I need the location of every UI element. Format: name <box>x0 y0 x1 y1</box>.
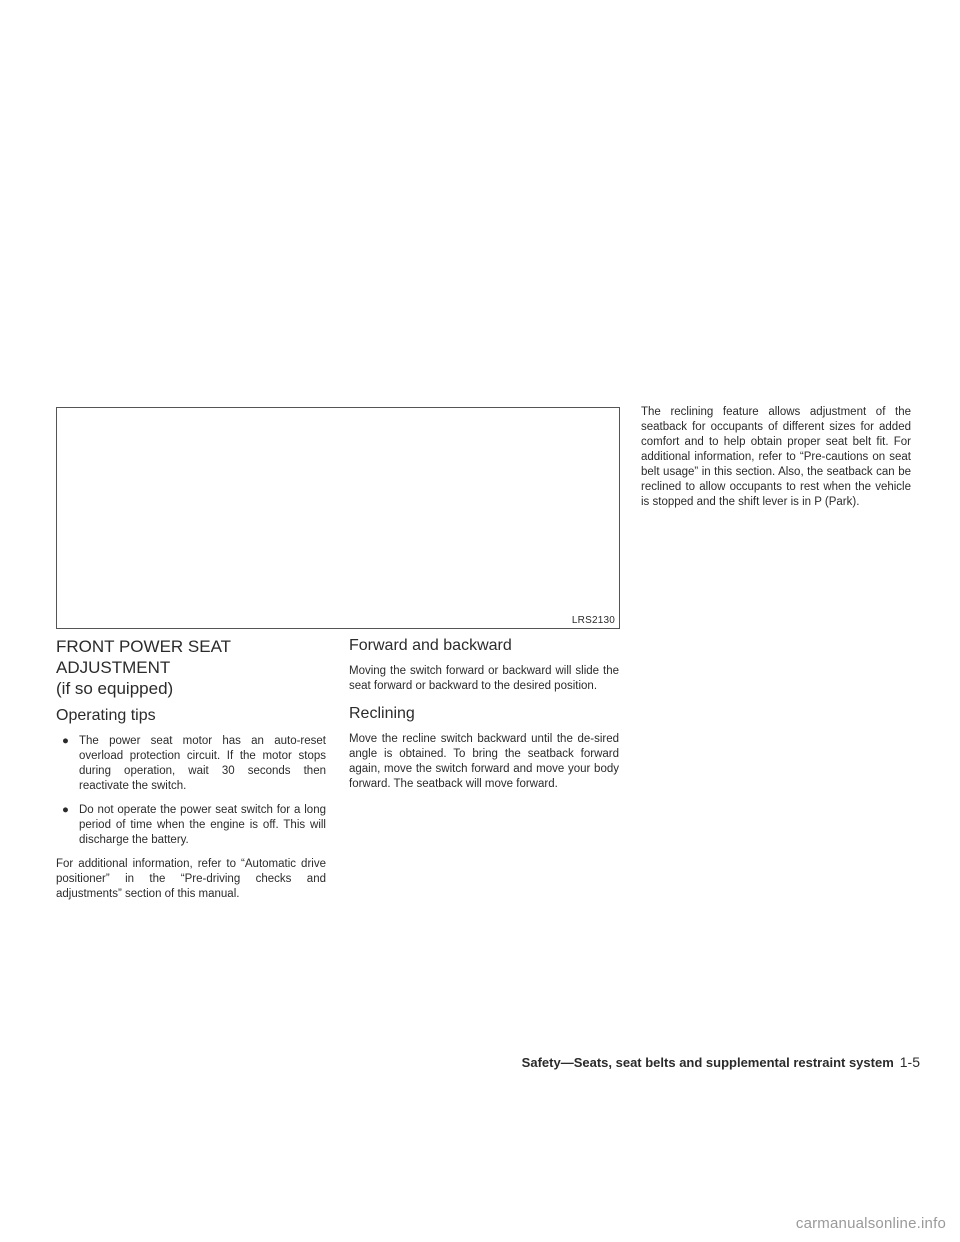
list-item <box>56 803 326 848</box>
forward-backward-heading: Forward and backward <box>349 637 512 654</box>
middle-column <box>349 636 619 802</box>
additional-info-paragraph: For additional information, refer to “Automatic drive positioner” in the “Pre-driving checks and adjustments” section of this manual. <box>56 858 326 900</box>
bullet-icon: ● <box>62 735 69 747</box>
bullet-icon: ● <box>62 804 69 816</box>
left-column <box>56 636 326 912</box>
section-heading-line1: FRONT POWER SEAT ADJUSTMENT <box>56 637 231 677</box>
illustration-figure <box>56 407 620 629</box>
reclining-text: Move the recline switch backward until the de-sired angle is obtained. To bring the seatback forward again, move the switch forward and move your body forward. The seatback will move forward. <box>349 733 619 790</box>
list-item <box>56 734 326 794</box>
watermark: carmanualsonline.info <box>795 1215 946 1232</box>
operating-tips-heading: Operating tips <box>56 707 156 724</box>
figure-code: LRS2130 <box>571 615 615 626</box>
reclining-heading: Reclining <box>349 705 415 722</box>
right-column <box>641 405 911 520</box>
operating-tips-list <box>56 734 326 848</box>
list-item-text: The power seat motor has an auto-reset overload protection circuit. If the motor stops during operation, wait 30 seconds then reactivate the switch. <box>79 735 326 792</box>
section-heading-line2: (if so equipped) <box>56 679 174 698</box>
reclining-feature-paragraph: The reclining feature allows adjustment of the seatback for occupants of different sizes for added comfort and to help obtain proper seat belt fit. For additional information, refer to “Pre-cautions on seat belt usage” in this section. Also, the seatback can be reclined to allow occupants to rest when the vehicle is stopped and the shift lever is in P (Park). <box>641 406 911 508</box>
page-footer <box>522 1054 920 1071</box>
page-number: 1-5 <box>899 1054 920 1070</box>
section-heading <box>56 636 326 699</box>
forward-backward-text: Moving the switch forward or backward will slide the seat forward or backward to the desired position. <box>349 665 619 692</box>
list-item-text: Do not operate the power seat switch for a long period of time when the engine is off. This will discharge the battery. <box>79 804 326 846</box>
footer-section-title: Safety—Seats, seat belts and supplemental restraint system <box>521 1055 894 1070</box>
